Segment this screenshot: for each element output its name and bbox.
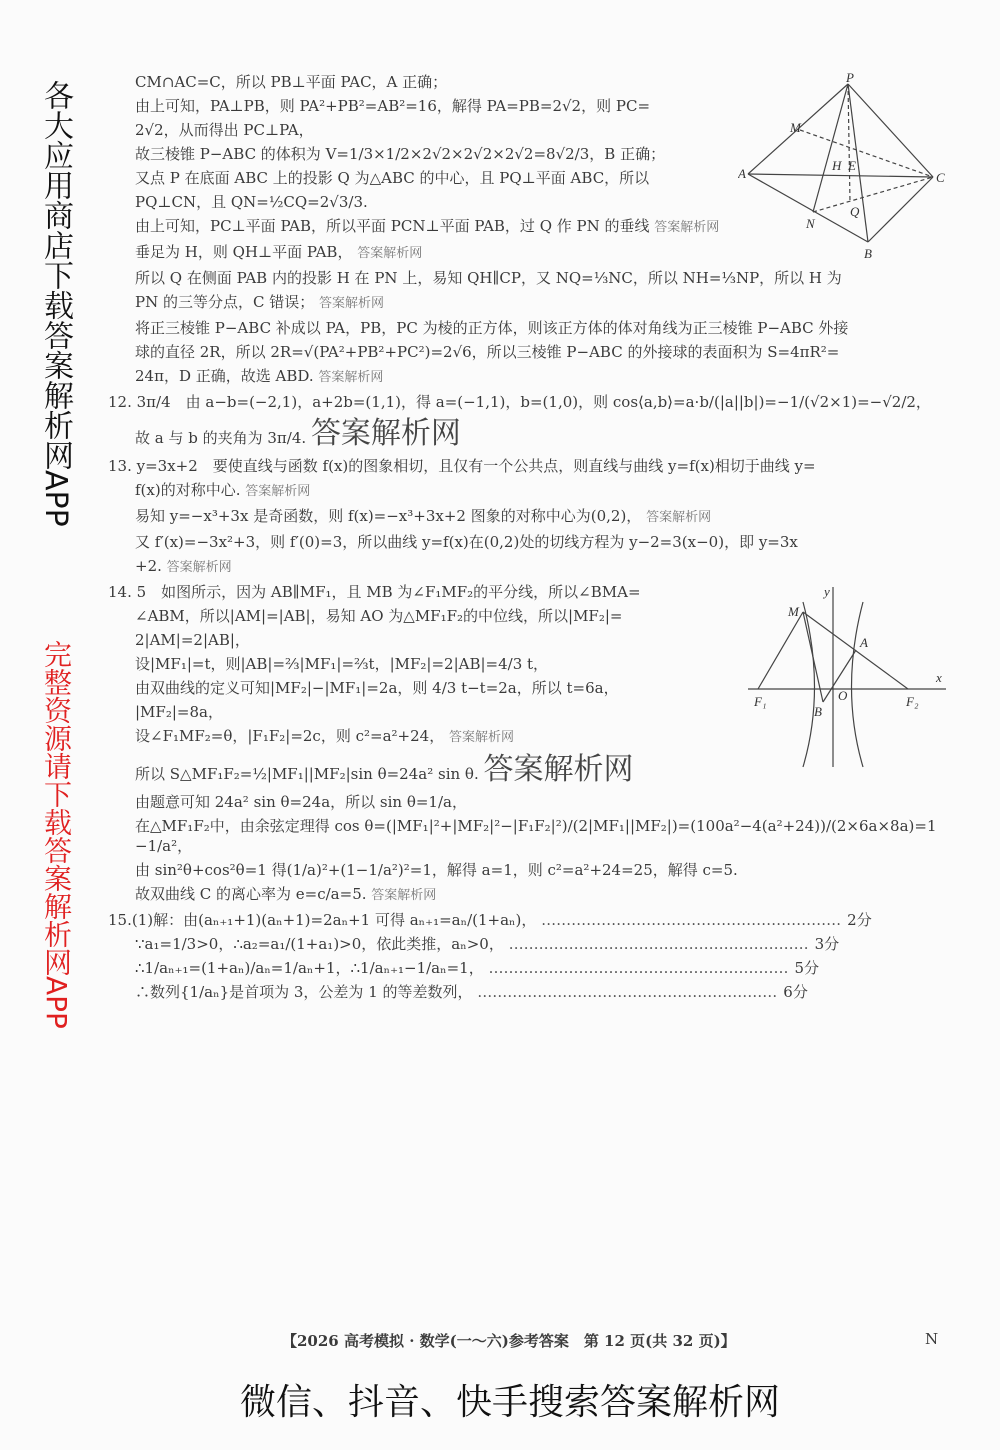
label: y <box>824 584 830 599</box>
text-line: |MF₂|=8a， <box>135 703 223 721</box>
text: 易知 y=−x³+3x 是奇函数，则 f(x)=−x³+3x+2 图象的对称中心为(0,2)， <box>135 507 642 525</box>
scored-line <box>108 982 948 1002</box>
label: M <box>790 120 801 135</box>
site-tag: 答案解析网 <box>318 370 384 385</box>
dot-leader: …………………………………………………… <box>477 983 778 1001</box>
score: 5分 <box>794 959 820 977</box>
text: 24π，D 正确，故选 ABD. <box>135 367 314 385</box>
label: B <box>814 704 822 719</box>
site-tag: 答案解析网 <box>448 730 514 745</box>
text-line: 由 sin²θ+cos²θ=1 得(1/a)²+(1−1/a²)²=1，解得 a=1，则 c²=a²+24=25，解得 c=5. <box>135 861 738 879</box>
text-line: 将正三棱锥 P−ABC 补成以 PA，PB，PC 为棱的正方体，则该正方体的体对角线为正三棱锥 P−ABC 外接 <box>135 319 849 337</box>
site-tag: 答案解析网 <box>245 484 311 499</box>
text-line: 由题意可知 24a² sin θ=24a，所以 sin θ=1/a， <box>135 793 467 811</box>
text: 由上可知，PC⊥平面 PAB，所以平面 PCN⊥平面 PAB，过 Q 作 PN 的垂线 <box>135 217 650 235</box>
watermark: 各大应用商店下载答案解析网APP <box>38 80 73 527</box>
footer-row <box>0 1330 1000 1352</box>
text: ∴数列{1/aₙ}是首项为 3，公差为 1 的等差数列， <box>135 983 473 1001</box>
label: M <box>788 604 799 619</box>
label: B <box>864 246 872 261</box>
text: ∴1/aₙ₊₁=(1+aₙ)/aₙ=1/aₙ+1，∴1/aₙ₊₁−1/aₙ=1， <box>135 959 484 977</box>
scored-line <box>108 958 948 978</box>
text-line <box>108 556 948 578</box>
watermark: 微信、抖音、快手搜索答案解析网 <box>240 1382 781 1423</box>
site-tag: 答案解析网 <box>483 752 634 787</box>
text-line: 13. y=3x+2 要使直线与函数 f(x)的图象相切，且仅有一个公共点，则直线与曲线 y=f(x)相切于曲线 y= <box>108 457 816 475</box>
footer-mark: N <box>925 1330 939 1348</box>
text: 垂足为 H，则 QH⊥平面 PAB， <box>135 243 353 261</box>
text-line: 2√2，从而得出 PC⊥PA， <box>135 121 314 139</box>
dot-leader: …………………………………………………… <box>541 911 842 929</box>
text-line: CM∩AC=C，所以 PB⊥平面 PAC，A 正确； <box>135 73 448 91</box>
score: 3分 <box>814 935 840 953</box>
label: F₂ <box>906 694 919 709</box>
text: 所以 S△MF₁F₂=½|MF₁||MF₂|sin θ=24a² sin θ. <box>135 765 479 783</box>
text-line: 球的直径 2R，所以 2R=√(PA²+PB²+PC²)=2√6，所以三棱锥 P−ABC 的外接球的表面积为 S=4πR²= <box>135 343 840 361</box>
text: 故 a 与 b 的夹角为 3π/4. <box>135 429 307 447</box>
label: N <box>806 216 815 231</box>
text-line <box>108 506 948 528</box>
text-line: 2|AM|=2|AB|， <box>135 631 250 649</box>
text-line: 所以 Q 在侧面 PAB 内的投影 H 在 PN 上，易知 QH∥CP，又 NQ=⅓NC，所以 NH=⅓NP，所以 H 为 <box>135 269 842 287</box>
text-line: 又 f′(x)=−3x²+3，则 f′(0)=3，所以曲线 y=f(x)在(0,2)处的切线方程为 y−2=3(x−0)，即 y=3x <box>135 533 798 551</box>
pyramid-figure <box>738 72 948 262</box>
text: PN 的三等分点，C 错误； <box>135 293 315 311</box>
text: f(x)的对称中心. <box>135 481 241 499</box>
label: H <box>832 158 842 173</box>
score: 6分 <box>783 983 808 1001</box>
site-tag: 答案解析网 <box>646 510 712 525</box>
text-line: PQ⊥CN，且 QN=½CQ=2√3/3. <box>135 193 368 211</box>
scored-line <box>108 934 948 954</box>
page-footer: 【2026 高考模拟 · 数学(一～六)参考答案 第 12 页(共 32 页)】 <box>282 1332 736 1350</box>
dot-leader: …………………………………………………… <box>488 959 789 977</box>
text-line <box>108 884 948 906</box>
text-line: 由上可知，PA⊥PB，则 PA²+PB²=AB²=16，解得 PA=PB=2√2，则 PC= <box>135 97 651 115</box>
label: P <box>846 72 854 85</box>
label: F₁ <box>754 694 767 709</box>
label: x <box>936 670 942 685</box>
label: A <box>738 166 746 181</box>
label: Q <box>850 204 860 219</box>
scored-line <box>108 910 948 930</box>
answer-content <box>108 72 948 1006</box>
score: 2分 <box>847 911 872 929</box>
label: O <box>838 688 848 703</box>
text-line: ∠ABM，所以|AM|=|AB|，易知 AO 为△MF₁F₂的中位线，所以|MF₂|= <box>135 607 623 625</box>
site-tag: 答案解析网 <box>166 560 232 575</box>
label: A <box>860 635 868 650</box>
text-line <box>108 416 948 452</box>
text-line <box>108 292 948 314</box>
text: 设∠F₁MF₂=θ，|F₁F₂|=2c，则 c²=a²+24， <box>135 727 445 745</box>
text-line: 12. 3π/4 由 a−b=(−2,1)，a+2b=(1,1)，得 a=(−1,1)，b=(1,0)，则 cos⟨a,b⟩=a·b/(|a||b|)=−1/(√2×1)=−√2/2， <box>108 393 931 411</box>
dot-leader: …………………………………………………… <box>508 935 809 953</box>
text: ∵a₁=1/3>0，∴a₂=a₁/(1+a₁)>0，依此类推，aₙ>0， <box>135 935 504 953</box>
text-line: 14. 5 如图所示，因为 AB∥MF₁，且 MB 为∠F₁MF₂的平分线，所以∠BMA= <box>108 583 641 601</box>
text-line: 由双曲线的定义可知|MF₂|−|MF₁|=2a，则 4/3 t−t=2a，所以 t=6a， <box>135 679 619 697</box>
text: 故双曲线 C 的离心率为 e=c/a=5. <box>135 885 367 903</box>
hyperbola-figure <box>748 582 948 772</box>
text-line: 故三棱锥 P−ABC 的体积为 V=1/3×1/2×2√2×2√2×2√2=8√2/3，B 正确； <box>135 145 666 163</box>
text-line: 又点 P 在底面 ABC 上的投影 Q 为△ABC 的中心，且 PQ⊥平面 ABC，所以 <box>135 169 650 187</box>
label: C <box>936 170 945 185</box>
watermark: 完整资源请下载答案解析网APP <box>40 640 73 1029</box>
site-tag: 答案解析网 <box>319 296 385 311</box>
label: E <box>848 158 856 173</box>
text: 15.(1)解：由(aₙ₊₁+1)(aₙ+1)=2aₙ+1 可得 aₙ₊₁=aₙ/(1+aₙ)， <box>108 911 537 929</box>
site-tag: 答案解析网 <box>654 220 720 235</box>
site-tag: 答案解析网 <box>357 246 423 261</box>
site-tag: 答案解析网 <box>371 888 437 903</box>
text-line <box>108 366 948 388</box>
text-line <box>108 480 948 502</box>
text-line: 在△MF₁F₂中，由余弦定理得 cos θ=(|MF₁|²+|MF₂|²−|F₁F₂|²)/(2|MF₁||MF₂|)=(100a²−4(a²+24))/(2×6a×8a)=1−1/a²， <box>135 817 937 855</box>
text: +2. <box>135 557 162 575</box>
text-line: 设|MF₁|=t，则|AB|=⅔|MF₁|=⅔t，|MF₂|=2|AB|=4/3 t， <box>135 655 549 673</box>
site-tag: 答案解析网 <box>310 416 461 451</box>
